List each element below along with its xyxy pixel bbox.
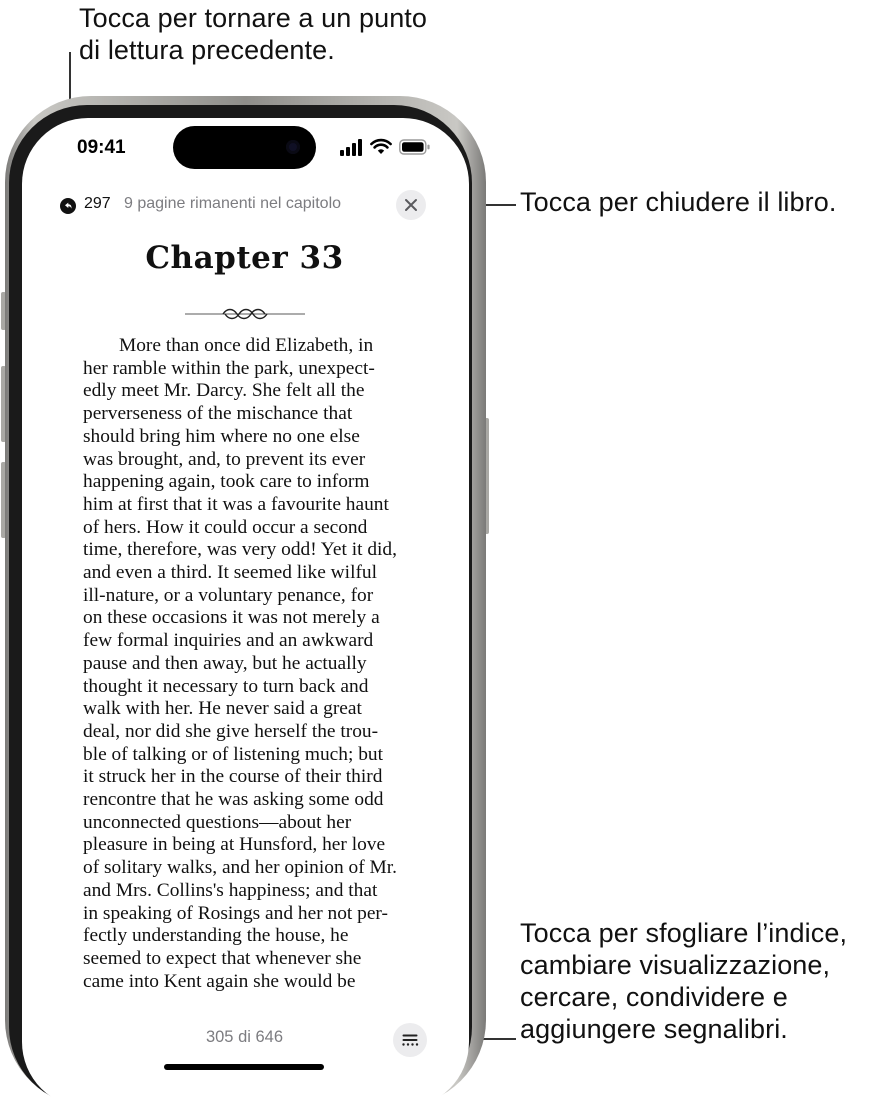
text-line: it struck her in the course of their third xyxy=(83,766,383,788)
close-button[interactable] xyxy=(396,190,426,220)
text-line: time, therefore, was very odd! Yet it did, xyxy=(83,539,397,561)
menu-lines-icon xyxy=(393,1023,427,1057)
text-line: rencontre that he was asking some odd xyxy=(83,789,384,811)
back-page-number[interactable]: 297 xyxy=(84,195,111,212)
text-line: ill-nature, or a voluntary penance, for xyxy=(83,584,374,606)
callout-back-line-1: Tocca per tornare a un punto xyxy=(79,3,428,33)
text-line: pause and then away, but he actually xyxy=(83,652,367,674)
text-line: and even a third. It seemed like wilful xyxy=(83,562,377,584)
text-line: deal, nor did she give herself the trou- xyxy=(83,720,379,742)
callout-back-line-2: di lettura precedente. xyxy=(79,35,335,65)
text-line: and Mrs. Collins's happiness; and that xyxy=(83,879,378,901)
chapter-title: Chapter 33 xyxy=(145,240,344,276)
callout-menu-line-3: cercare, condividere e xyxy=(520,982,788,1012)
text-line: came into Kent again she would be xyxy=(83,970,356,992)
callout-close-line-1: Tocca per chiudere il libro. xyxy=(520,187,837,217)
text-line: her ramble within the park, unexpect- xyxy=(83,357,375,379)
wifi-icon xyxy=(370,138,392,156)
battery-icon xyxy=(399,139,431,155)
status-time: 09:41 xyxy=(77,137,126,158)
text-line: on these occasions it was not merely a xyxy=(83,607,380,629)
phone-screen xyxy=(22,118,469,1108)
text-line: perverseness of the mischance that xyxy=(83,403,353,425)
text-line: happening again, took care to inform xyxy=(83,471,370,493)
text-line: More than once did Elizabeth, in xyxy=(119,335,374,356)
text-line: thought it necessary to turn back and xyxy=(83,675,369,697)
signal-icon xyxy=(340,139,364,157)
callout-menu-line-2: cambiare visualizzazione, xyxy=(520,950,831,980)
text-line: seemed to expect that whenever she xyxy=(83,947,362,969)
reader-menu-button[interactable] xyxy=(393,1023,427,1057)
callout-menu-line-1: Tocca per sfogliare l’indice, xyxy=(520,918,848,948)
close-icon xyxy=(396,190,426,220)
callout-menu xyxy=(520,917,847,1045)
text-line: walk with her. He never said a great xyxy=(83,698,362,720)
text-line: of hers. How it could occur a second xyxy=(83,516,368,538)
callout-close xyxy=(520,186,836,218)
text-line: ble of talking or of listening much; but xyxy=(83,743,383,765)
text-line: fectly understanding the house, he xyxy=(83,925,349,947)
text-line: was brought, and, to prevent its ever xyxy=(83,448,366,470)
camera-icon xyxy=(286,140,300,154)
text-line: pleasure in being at Hunsford, her love xyxy=(83,834,386,856)
dynamic-island xyxy=(173,126,316,169)
text-line: of solitary walks, and her opinion of Mr. xyxy=(83,857,397,879)
back-arrow-circle-icon[interactable] xyxy=(60,198,76,214)
chapter-ornament xyxy=(185,306,305,322)
callout-back xyxy=(79,2,427,66)
text-line: him at first that it was a favourite haunt xyxy=(83,493,389,515)
callout-menu-line-4: aggiungere segnalibri. xyxy=(520,1014,788,1044)
pages-remaining-label: 9 pagine rimanenti nel capitolo xyxy=(124,195,342,212)
home-indicator[interactable] xyxy=(164,1064,324,1070)
book-body-text xyxy=(83,335,429,993)
text-line: should bring him where no one else xyxy=(83,425,360,447)
text-line: in speaking of Rosings and her not per- xyxy=(83,902,388,924)
status-icons xyxy=(340,138,432,158)
text-line: edly meet Mr. Darcy. She felt all the xyxy=(83,380,365,402)
page-position: 305 di 646 xyxy=(205,1028,284,1046)
text-line: unconnected questions—about her xyxy=(83,811,352,833)
text-line: few formal inquiries and an awkward xyxy=(83,630,374,652)
